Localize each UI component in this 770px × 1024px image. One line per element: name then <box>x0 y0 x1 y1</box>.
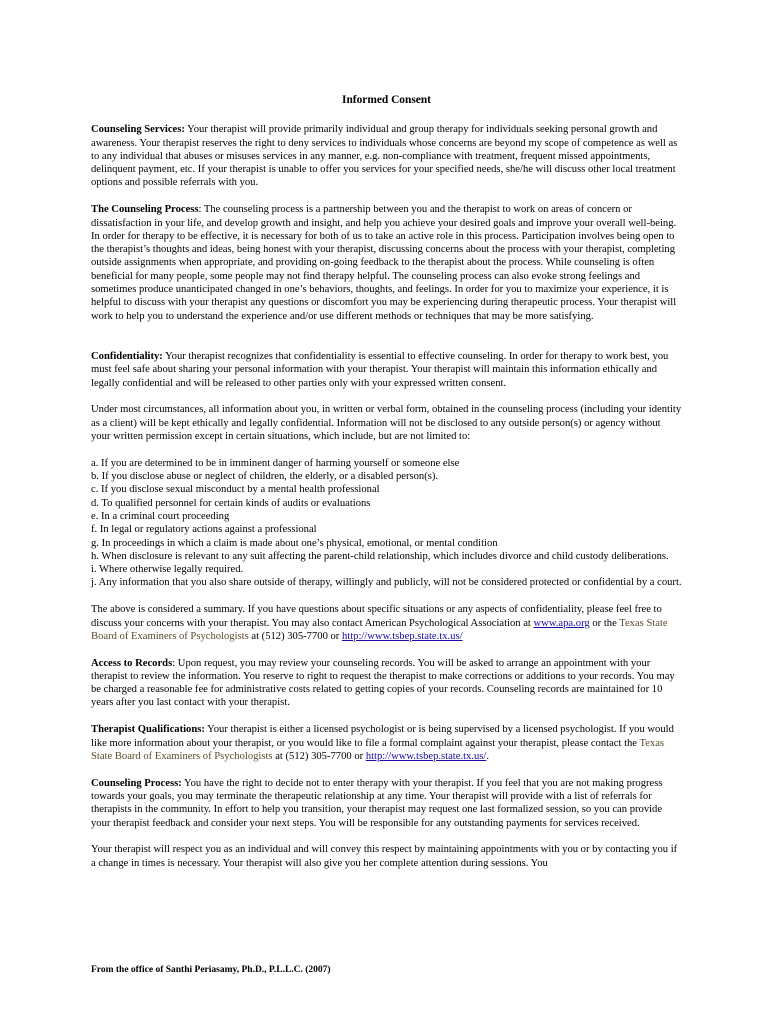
confidentiality-paragraph <box>91 350 682 390</box>
qualifications-end: . <box>486 750 490 762</box>
list-item: j. Any information that you also share outside of therapy, willingly and publicly, will not be considered protected or confidential by a court. <box>91 577 682 589</box>
list-item: a. If you are determined to be in imminent danger of harming yourself or someone else <box>91 457 460 469</box>
summary-text: The above is considered a summary. If you have questions about specific situations or any aspects of confidentiality, please feel free to discuss your concerns with your therapist. You may also contact American Psychological Association at <box>91 604 662 629</box>
list-item: c. If you disclose sexual misconduct by a mental health professional <box>91 484 380 496</box>
list-item: d. To qualified personnel for certain kinds of audits or evaluations <box>91 497 371 509</box>
exceptions-list <box>91 457 682 590</box>
page-footer: From the office of Santhi Periasamy, Ph.D., P.L.L.C. (2007) <box>91 965 331 975</box>
list-item: g. In proceedings in which a claim is made about one’s physical, emotional, or mental condition <box>91 537 498 549</box>
counseling-rights-heading: Counseling Process: <box>91 777 182 789</box>
counseling-rights-paragraph <box>91 777 682 830</box>
access-records-heading: Access to Records <box>91 657 173 669</box>
qualifications-heading: Therapist Qualifications: <box>91 724 205 736</box>
access-records-text: : Upon request, you may review your counseling records. You will be asked to arrange an appointment with your therapist to review the information. You reserve to right to request the therapist to make corrections or additions to your records. You may be charged a reasonable fee for administrative costs related to getting copies of your records. Counseling records are maintained for 10 years after you last contact with your therapist. <box>91 657 675 709</box>
document-body <box>91 94 682 883</box>
confidentiality-text: Your therapist recognizes that confidentiality is essential to effective counseling. In order for therapy to work best, you must feel safe about sharing your personal information with your therapist. Your therapist will maintain this information ethically and legally confidential and will be released to other parties only with your expressed written consent. <box>91 350 669 389</box>
counseling-process-text: : The counseling process is a partnership between you and the therapist to work on areas of concern or dissatisfaction in your life, and develop growth and insight, and help you achieve your desired goals and improve your overall well-being. In order for therapy to be effective, it is necessary for both of us to take an active role in this process. Participation involves being open to the therapist’s thoughts and ideas, being honest with your therapist, discussing concerns about the process with your therapist, completing outside assignments when appropriate, and providing on-going feedback to the therapist about the process. While counseling is often beneficial for many people, some people may not find therapy helpful. The counseling process can also evoke strong feelings and sometimes produce unanticipated changed in one’s behaviors, thoughts, and feelings. In order for you to maximize your experience, it is helpful to discuss with your therapist any questions or discomfort you may be experiencing during therapeutic process. Your therapist will work to help you to understand the experience and/or use different methods or techniques that may be more satisfying. <box>91 204 677 322</box>
respect-paragraph: Your therapist will respect you as an individual and will convey this respect by maintaining appointments with you or by contacting you if a change in times is necessary. Your therapist will also give you her complete attention during sessions. You <box>91 844 678 869</box>
apa-link[interactable]: www.apa.org <box>533 617 590 629</box>
summary-or-text: or the <box>589 617 620 629</box>
counseling-services-paragraph <box>91 123 682 189</box>
list-item: e. In a criminal court proceeding <box>91 510 230 522</box>
board-name: Texas State Board of Examiners of Psychologists <box>91 737 665 762</box>
list-item: i. Where otherwise legally required. <box>91 564 244 576</box>
board-name: Texas State Board of Examiners of Psychologists <box>91 617 668 642</box>
counseling-services-heading: Counseling Services: <box>91 124 185 136</box>
board-website-link[interactable]: http://www.tsbep.state.tx.us/ <box>365 750 487 762</box>
page-title: Informed Consent <box>342 94 431 106</box>
access-records-paragraph <box>91 657 682 710</box>
circumstances-paragraph: Under most circumstances, all information about you, in written or verbal form, obtained in the counseling process (including your identity as a client) will be kept ethically and legally confidential. Information will not be disclosed to any outside person(s) or agency without your written permission except in certain situations, which include, but are not limited to: <box>91 404 682 442</box>
qualifications-paragraph <box>91 723 682 763</box>
board-phone: at (512) 305-7700 or <box>248 630 342 642</box>
counseling-process-heading: The Counseling Process <box>91 204 199 216</box>
counseling-process-paragraph <box>91 203 682 323</box>
list-item: f. In legal or regulatory actions against a professional <box>91 524 317 536</box>
list-item: h. When disclosure is relevant to any suit affecting the parent-child relationship, which includes divorce and child custody deliberations. <box>91 550 669 562</box>
confidentiality-heading: Confidentiality: <box>91 350 163 362</box>
board-website-link[interactable]: http://www.tsbep.state.tx.us/ <box>341 630 463 642</box>
board-phone: at (512) 305-7700 or <box>272 750 366 762</box>
counseling-services-text: Your therapist will provide primarily individual and group therapy for individuals seeking personal growth and awareness. Your therapist reserves the right to deny services to individuals whose concerns are beyond my scope of competence as well as to any individual that abuses or misuses services in any manner, e.g. non-compliance with treatment, frequent missed appointments, delinquent payment, etc. If your therapist is unable to offer you services for your specified needs, she/he will discuss other local treatment options and possible referrals with you. <box>91 124 678 189</box>
qualifications-text: Your therapist is either a licensed psychologist or is being supervised by a licensed psychologist. If you would like more information about your therapist, or you would like to file a formal complaint against your therapist, please contact the <box>91 724 674 749</box>
summary-paragraph <box>91 603 682 643</box>
counseling-rights-text: You have the right to decide not to enter therapy with your therapist. If you feel that you are not making progress towards your goals, you may terminate the therapeutic relationship at any time. Your therapist will provide with a list of referrals for therapists in the community. In effort to help you transition, your therapist may request one last formalized session, so you can provide your therapist feedback and consider your next steps. You will be responsible for any outstanding payments for services received. <box>91 777 663 829</box>
list-item: b. If you disclose abuse or neglect of children, the elderly, or a disabled person(s). <box>91 471 439 483</box>
